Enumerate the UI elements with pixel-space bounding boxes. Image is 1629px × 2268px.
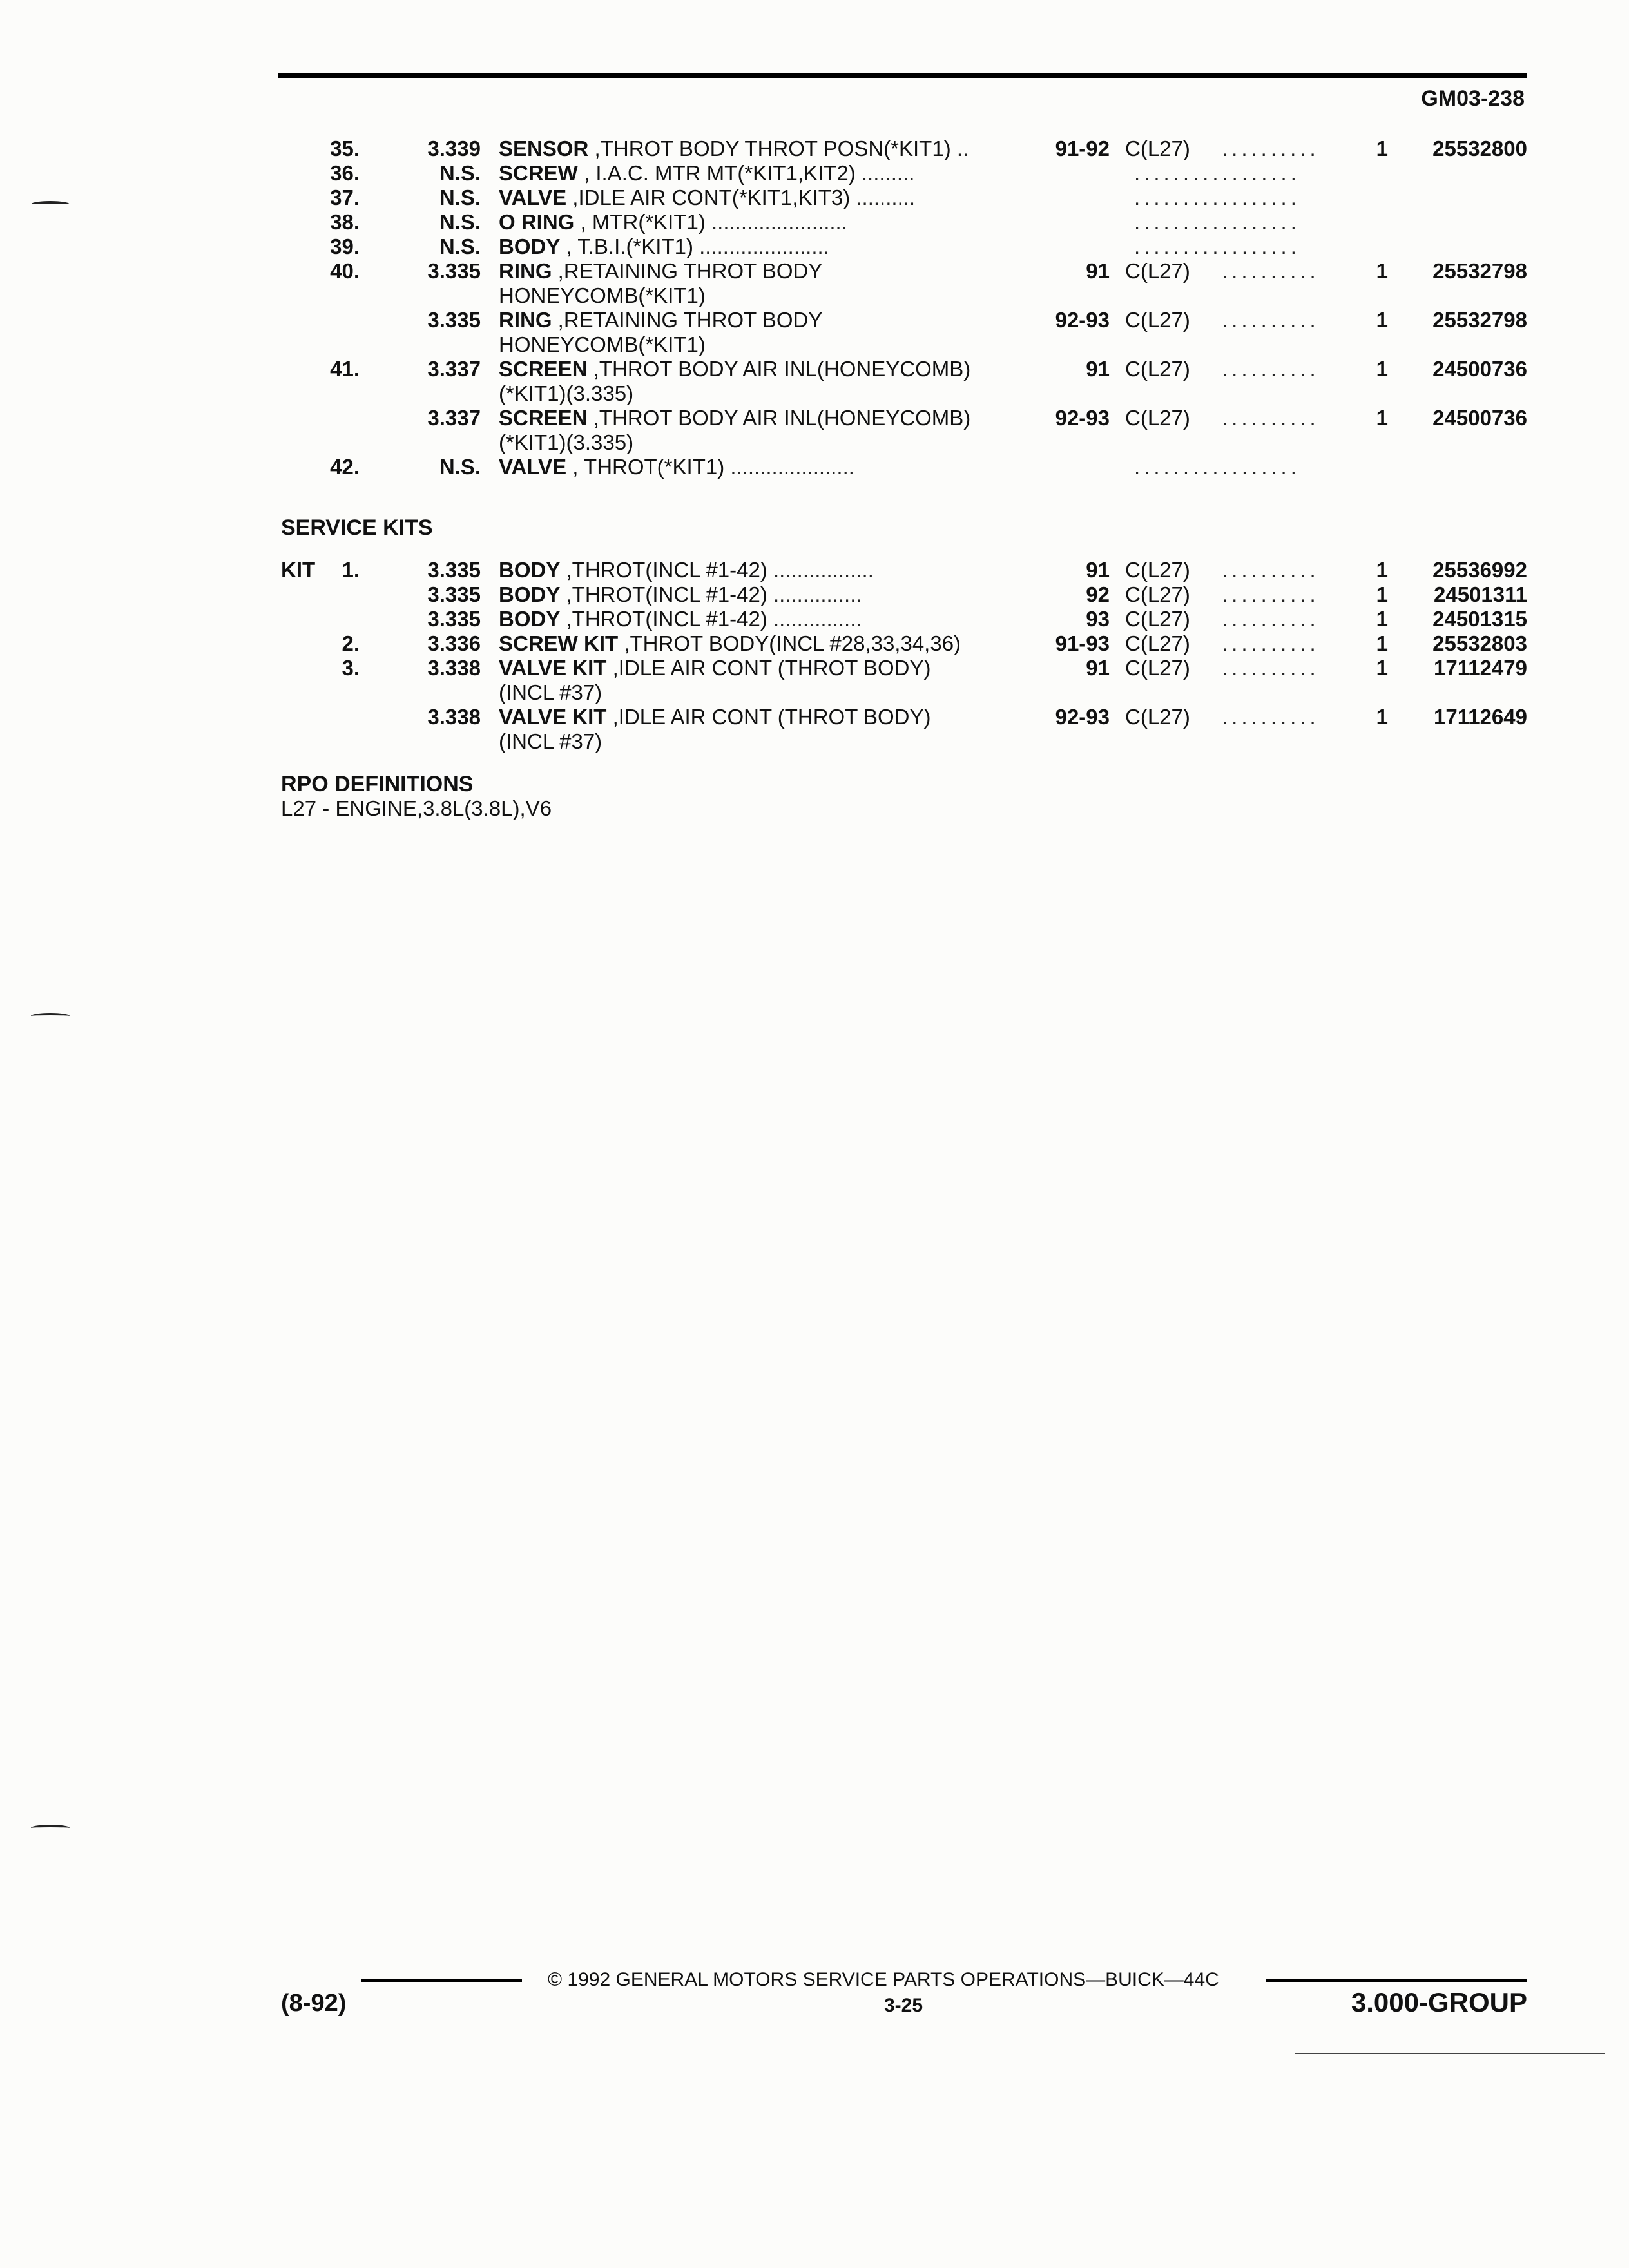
part-number: 25532798 [1432,308,1527,332]
part-name: SCREW KIT [499,631,619,655]
description-text: ,THROT BODY(INCL #28,33,34,36) [618,631,961,655]
part-name: VALVE KIT [499,705,607,729]
group-number: N.S. [439,455,481,479]
item-index: 42. [330,455,360,479]
description [499,705,1027,729]
leader-dots: ................. [1134,186,1300,209]
leader-dots: ................. [767,558,874,582]
item-index: 41. [330,357,360,381]
description-text: ,IDLE AIR CONT(*KIT1,KIT3) [566,186,851,209]
group-number: 3.337 [427,357,481,381]
leader-dots: .......... [1222,406,1320,430]
quantity: 1 [1376,259,1388,283]
class-code: C(L27) [1125,656,1190,680]
rpo-heading: RPO DEFINITIONS [281,772,474,796]
part-name: SENSOR [499,137,589,160]
class-code: C(L27) [1125,607,1190,631]
group-number: 3.337 [427,406,481,430]
part-number: 25536992 [1432,558,1527,582]
description [499,308,1027,332]
class-code: C(L27) [1125,357,1190,381]
leader-dots: .......... [1222,656,1320,680]
top-rule [278,73,1527,78]
description [499,656,1027,680]
model-year: 92-93 [1055,705,1110,729]
item-index: 37. [330,186,360,209]
group-number: N.S. [439,210,481,234]
footer-group: 3.000-GROUP [1351,1987,1527,2017]
description-text: , THROT(*KIT1) [566,455,725,479]
class-code: C(L27) [1125,259,1190,283]
item-index: 35. [330,137,360,160]
description-text: ,THROT(INCL #1-42) [560,582,767,606]
description [499,186,1027,210]
description [499,406,1027,430]
part-name: VALVE [499,455,567,479]
item-index: 3. [342,656,360,680]
quantity: 1 [1376,558,1388,582]
leader-dots: ................. [1134,161,1300,185]
leader-dots: .......... [1222,259,1320,283]
description [499,137,1027,161]
description-text: , MTR(*KIT1) [574,210,706,234]
footer-rule-right [1266,1979,1527,1982]
item-index: 39. [330,235,360,258]
footer-rule-left [361,1979,522,1982]
quantity: 1 [1376,656,1388,680]
punch-mark [31,1825,70,1831]
item-index: 40. [330,259,360,283]
part-number: 25532803 [1432,631,1527,655]
leader-dots: ............... [767,607,862,631]
model-year: 91 [1086,357,1110,381]
group-number: 3.335 [427,582,481,606]
service-kits-heading: SERVICE KITS [281,515,433,540]
description-continuation: (INCL #37) [499,680,602,704]
part-name: SCREW [499,161,578,185]
quantity: 1 [1376,607,1388,631]
model-year: 91 [1086,656,1110,680]
quantity: 1 [1376,582,1388,606]
part-number: 17112649 [1433,705,1527,729]
part-number: 25532798 [1432,259,1527,283]
footer-page-number: 3-25 [884,1995,923,2016]
model-year: 91-93 [1055,631,1110,655]
part-name: RING [499,259,552,283]
model-year: 91 [1086,558,1110,582]
punch-mark [31,1013,70,1019]
leader-dots: .......... [850,186,916,209]
group-number: 3.335 [427,558,481,582]
group-number: N.S. [439,161,481,185]
description [499,161,1027,186]
part-number: 17112479 [1433,656,1527,680]
footer-bottom-rule [1295,2053,1605,2054]
leader-dots: .......... [1222,137,1320,160]
quantity: 1 [1376,631,1388,655]
description [499,607,1027,631]
footer-date: (8-92) [281,1990,347,2017]
group-number: 3.339 [427,137,481,160]
leader-dots: .......... [1222,582,1320,606]
item-index: 36. [330,161,360,185]
model-year: 91-92 [1055,137,1110,160]
description-text: ,RETAINING THROT BODY [552,308,823,332]
leader-dots: .. [950,137,969,160]
group-number: 3.338 [427,656,481,680]
leader-dots: ................. [1134,235,1300,258]
description [499,235,1027,259]
description-continuation: (INCL #37) [499,729,602,753]
description-text: ,IDLE AIR CONT (THROT BODY) [606,656,931,680]
part-name: VALVE KIT [499,656,607,680]
leader-dots: .......... [1222,558,1320,582]
description-text: , T.B.I.(*KIT1) [560,235,693,258]
description [499,631,1027,656]
model-year: 92-93 [1055,406,1110,430]
part-number: 24501315 [1432,607,1527,631]
part-number: 25532800 [1432,137,1527,160]
quantity: 1 [1376,705,1388,729]
class-code: C(L27) [1125,631,1190,655]
part-name: BODY [499,607,561,631]
part-name: BODY [499,582,561,606]
leader-dots: ...................... [693,235,829,258]
description-text: ,IDLE AIR CONT (THROT BODY) [606,705,931,729]
leader-dots: .......... [1222,607,1320,631]
quantity: 1 [1376,406,1388,430]
rpo-line: L27 - ENGINE,3.8L(3.8L),V6 [281,796,552,820]
description-continuation: (*KIT1)(3.335) [499,381,634,405]
description [499,455,1027,479]
description-text: ,THROT(INCL #1-42) [560,607,767,631]
model-year: 92-93 [1055,308,1110,332]
description-continuation: (*KIT1)(3.335) [499,430,634,454]
description-text: ,RETAINING THROT BODY [552,259,823,283]
description-continuation: HONEYCOMB(*KIT1) [499,332,706,356]
document-code: GM03-238 [1421,86,1525,111]
part-name: SCREEN [499,406,588,430]
class-code: C(L27) [1125,705,1190,729]
group-number: N.S. [439,235,481,258]
part-name: BODY [499,558,561,582]
part-name: O RING [499,210,575,234]
item-index: 38. [330,210,360,234]
description-text: ,THROT BODY AIR INL(HONEYCOMB) [587,357,971,381]
description-continuation: HONEYCOMB(*KIT1) [499,284,706,307]
part-number: 24501311 [1433,582,1527,606]
description [499,582,1027,607]
quantity: 1 [1376,137,1388,160]
group-number: 3.335 [427,259,481,283]
quantity: 1 [1376,357,1388,381]
group-number: 3.335 [427,607,481,631]
group-number: N.S. [439,186,481,209]
model-year: 92 [1086,582,1110,606]
description [499,558,1027,582]
group-number: 3.335 [427,308,481,332]
leader-dots: .......... [1222,631,1320,655]
punch-mark [31,201,70,207]
leader-dots: ..................... [724,455,854,479]
part-name: SCREEN [499,357,588,381]
group-number: 3.336 [427,631,481,655]
part-name: VALVE [499,186,567,209]
class-code: C(L27) [1125,137,1190,160]
class-code: C(L27) [1125,582,1190,606]
leader-dots: ................. [1134,210,1300,234]
leader-dots: .......... [1222,357,1320,381]
leader-dots: .......... [1222,705,1320,729]
kit-label: KIT [281,558,316,582]
leader-dots: ............... [767,582,862,606]
leader-dots: ......... [855,161,915,185]
class-code: C(L27) [1125,406,1190,430]
part-name: BODY [499,235,561,258]
part-number: 24500736 [1432,357,1527,381]
model-year: 91 [1086,259,1110,283]
description-text: ,THROT BODY AIR INL(HONEYCOMB) [587,406,971,430]
class-code: C(L27) [1125,558,1190,582]
part-number: 24500736 [1432,406,1527,430]
description [499,210,1027,235]
leader-dots: ................. [1134,455,1300,479]
description-text: ,THROT BODY THROT POSN(*KIT1) [588,137,951,160]
item-index: 2. [342,631,360,655]
description [499,357,1027,381]
quantity: 1 [1376,308,1388,332]
description [499,259,1027,284]
footer-copyright: © 1992 GENERAL MOTORS SERVICE PARTS OPERATIONS—BUICK—44C [548,1969,1219,1990]
leader-dots: .......... [1222,308,1320,332]
group-number: 3.338 [427,705,481,729]
model-year: 93 [1086,607,1110,631]
description-text: ,THROT(INCL #1-42) [560,558,767,582]
class-code: C(L27) [1125,308,1190,332]
item-index: 1. [342,558,360,582]
description-text: , I.A.C. MTR MT(*KIT1,KIT2) [577,161,856,185]
part-name: RING [499,308,552,332]
leader-dots: ....................... [705,210,847,234]
